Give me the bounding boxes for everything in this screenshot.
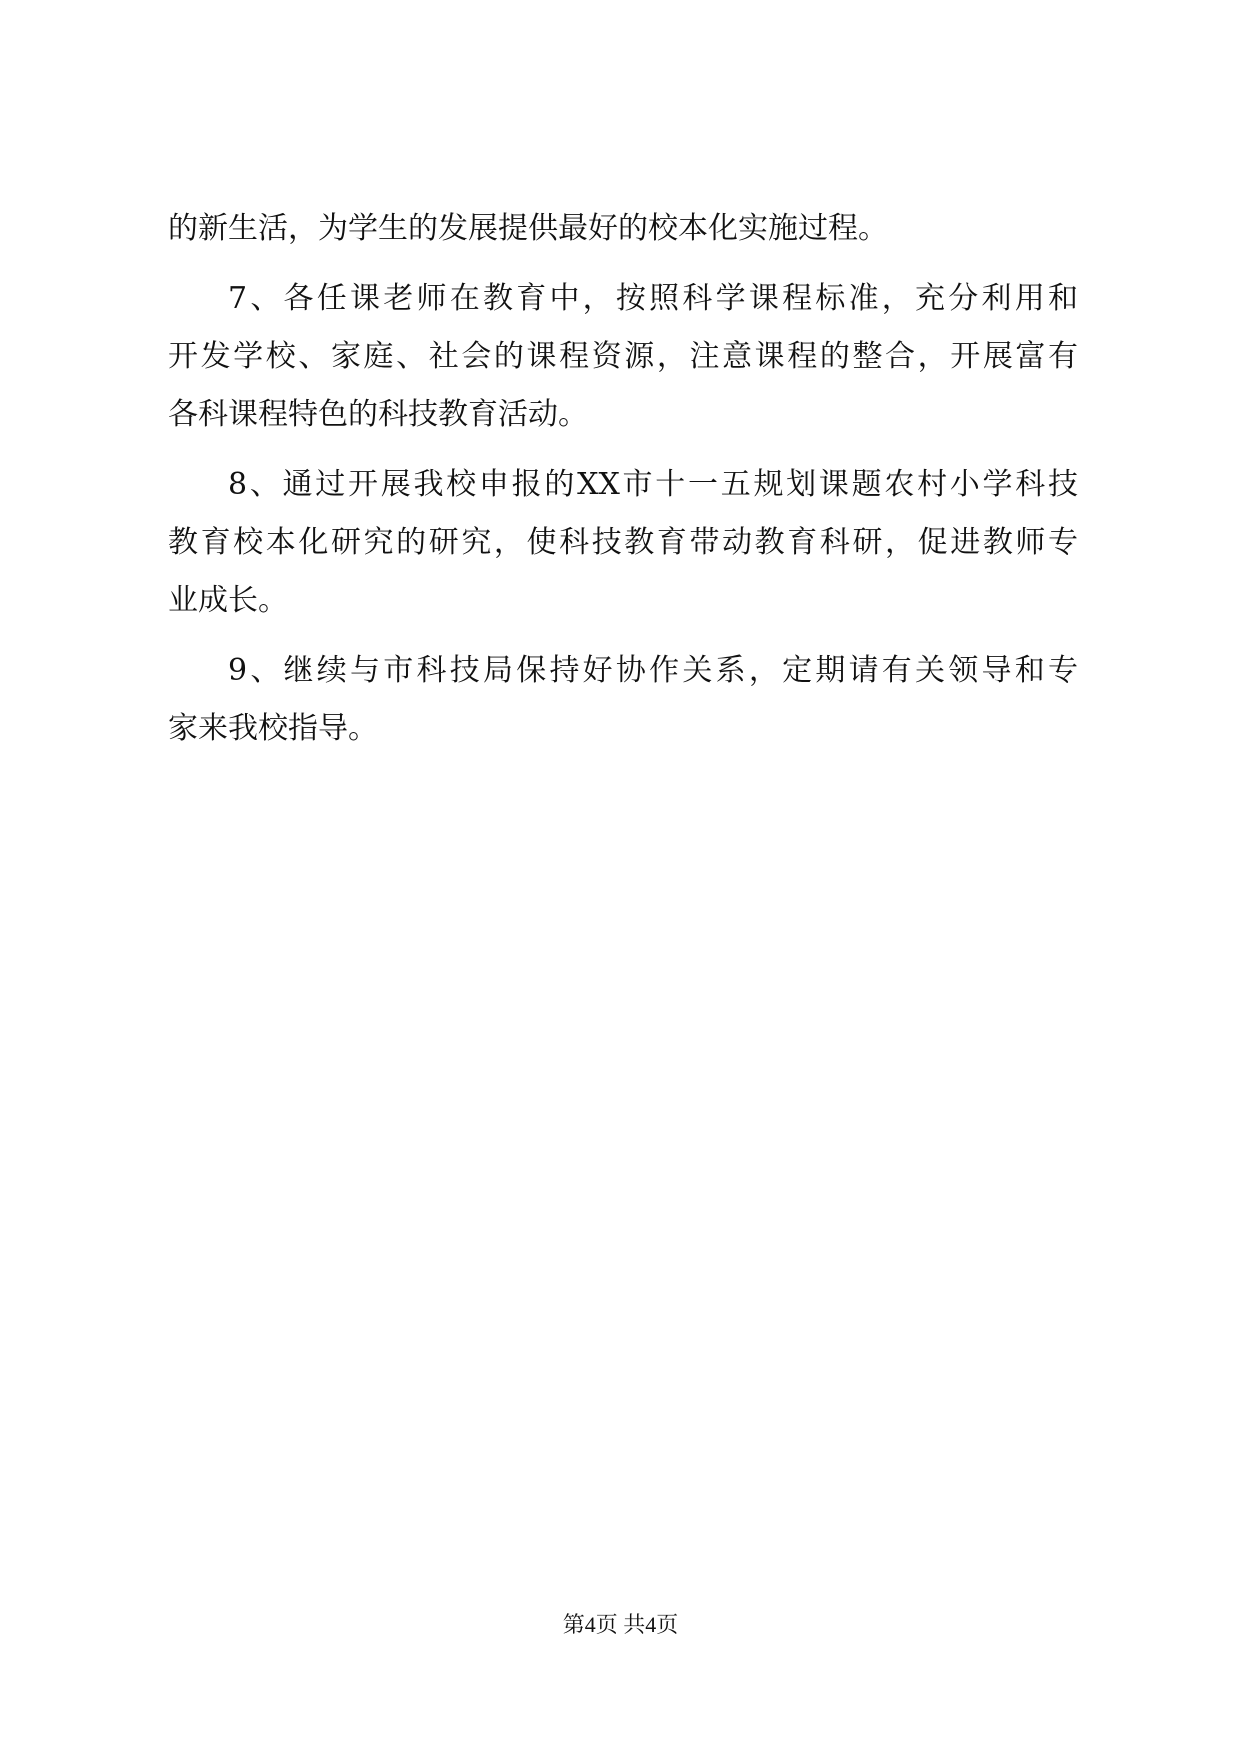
text-line: 开发学校、家庭、社会的课程资源，注意课程的整合，开展富有 xyxy=(168,339,1078,374)
text-line: 教育校本化研究的研究，使科技教育带动教育科研，促进教师专 xyxy=(168,525,1078,560)
text-line: 9、继续与市科技局保持好协作关系，定期请有关领导和专 xyxy=(228,653,1078,688)
paragraph-item-7 xyxy=(168,270,1078,444)
text-line: 家来我校指导。 xyxy=(168,711,378,746)
page-number-footer: 第4页 共4页 xyxy=(562,1612,679,1637)
text-line: 的新生活，为学生的发展提供最好的校本化实施过程。 xyxy=(168,211,888,246)
paragraph-item-9 xyxy=(168,642,1078,758)
text-line: 7、各任课老师在教育中，按照科学课程标准，充分利用和 xyxy=(228,281,1078,316)
document-body xyxy=(168,200,1078,758)
text-line: 8、通过开展我校申报的XX市十一五规划课题农村小学科技 xyxy=(228,467,1078,502)
paragraph-item-8 xyxy=(168,456,1078,630)
text-line: 业成长。 xyxy=(168,583,288,618)
paragraph-continued xyxy=(168,200,1078,258)
text-line: 各科课程特色的科技教育活动。 xyxy=(168,397,588,432)
